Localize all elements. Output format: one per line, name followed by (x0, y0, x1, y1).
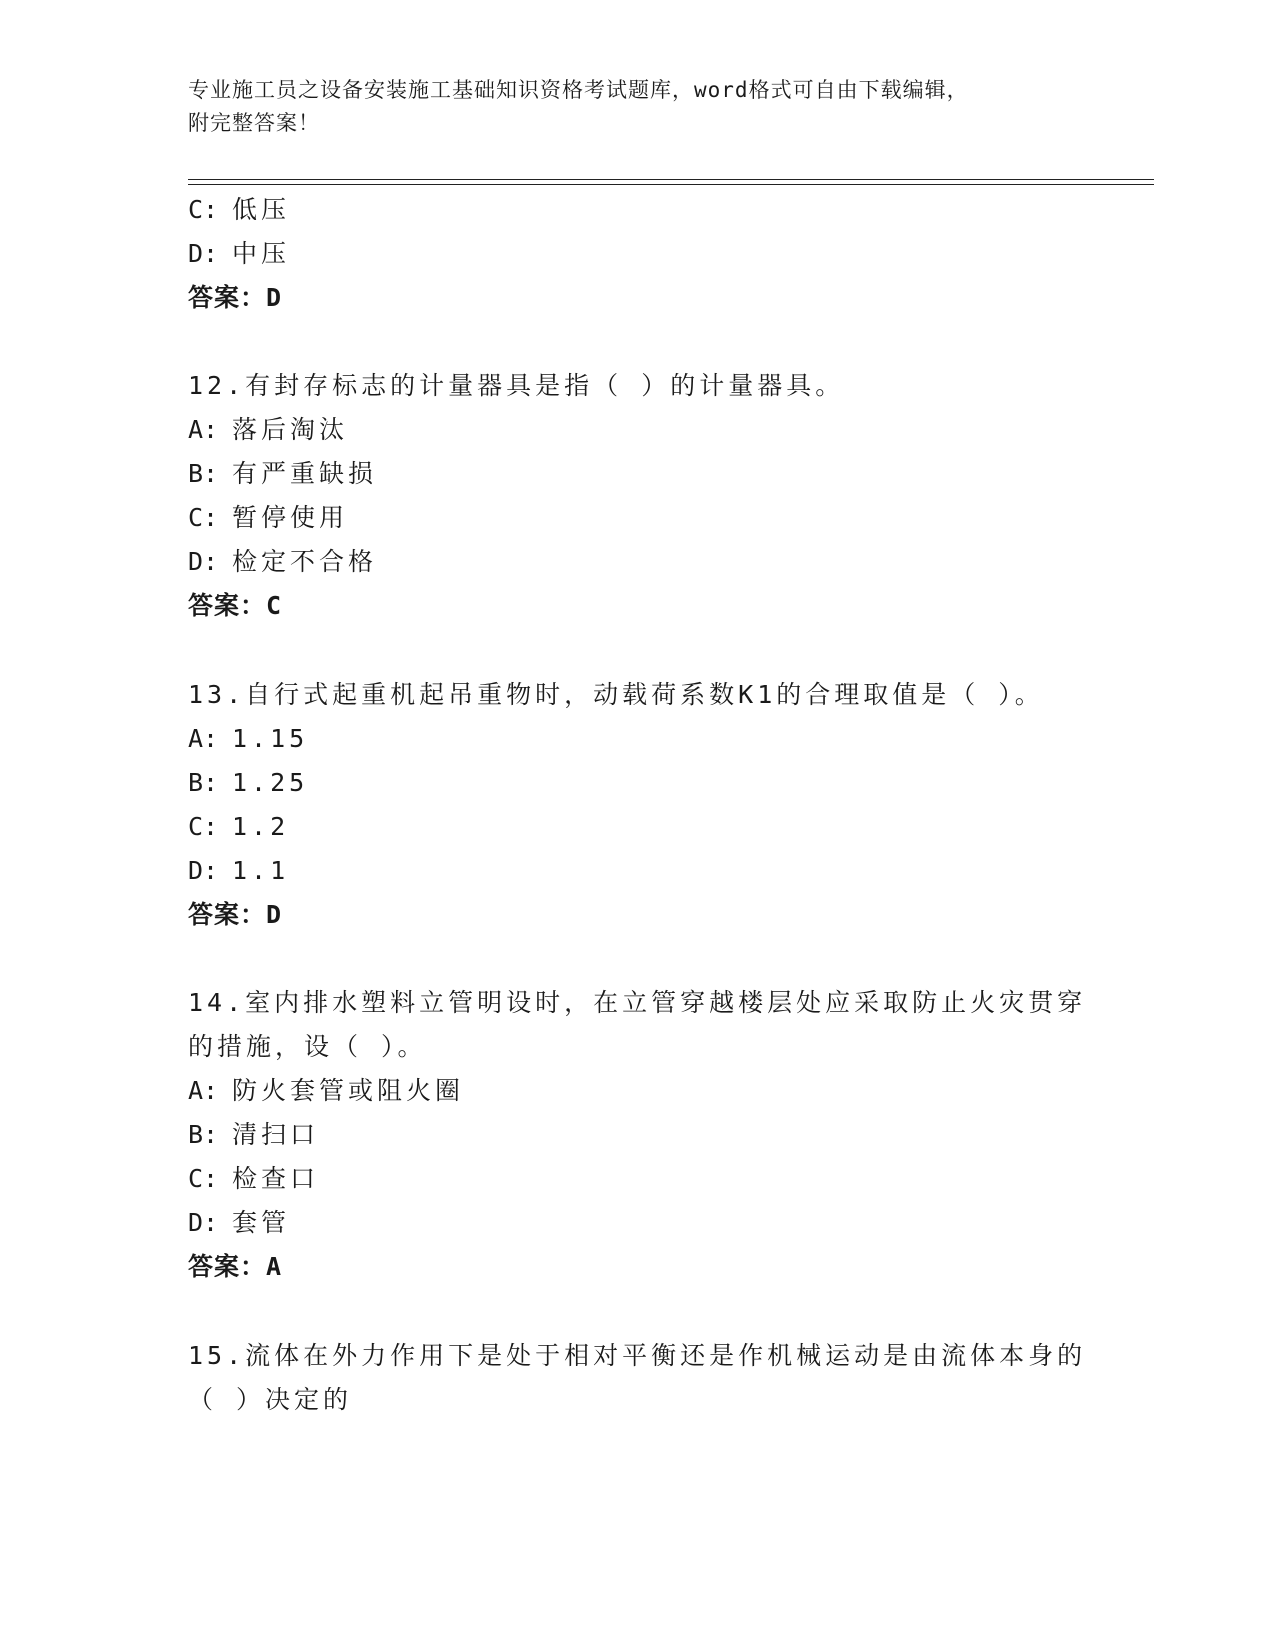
q15-stem-line-1: 15.流体在外力作用下是处于相对平衡还是作机械运动是由流体本身的 (188, 1341, 1087, 1370)
q13-option-b: B: 1.25 (188, 768, 309, 797)
q15-stem-line-2: （ ）决定的 (188, 1385, 353, 1414)
q12-answer: 答案：C (188, 591, 283, 620)
q14-answer: 答案：A (188, 1252, 283, 1281)
q12-option-a: A: 落后淘汰 (188, 415, 349, 444)
q14-option-a: A: 防火套管或阻火圈 (188, 1076, 465, 1105)
document-header (188, 74, 1088, 140)
q14-option-d: D: 套管 (188, 1208, 291, 1237)
prev-option-c: C: 低压 (188, 195, 291, 224)
q13-stem: 13.自行式起重机起吊重物时，动载荷系数K1的合理取值是（ ）。 (188, 680, 1044, 709)
q12-stem: 12.有封存标志的计量器具是指（ ）的计量器具。 (188, 371, 845, 400)
q12-option-b: B: 有严重缺损 (188, 459, 378, 488)
header-divider-top (188, 179, 1154, 180)
header-divider-bottom (188, 184, 1154, 185)
q14-option-b: B: 清扫口 (188, 1120, 320, 1149)
prev-option-d: D: 中压 (188, 239, 291, 268)
prev-answer: 答案：D (188, 283, 283, 312)
q13-option-a: A: 1.15 (188, 724, 309, 753)
q13-answer: 答案：D (188, 900, 283, 929)
q12-option-d: D: 检定不合格 (188, 547, 378, 576)
header-line-2: 附完整答案！ (188, 111, 320, 135)
q14-stem-line-1: 14.室内排水塑料立管明设时，在立管穿越楼层处应采取防止火灾贯穿 (188, 988, 1087, 1017)
q14-stem-line-2: 的措施，设（ ）。 (188, 1032, 427, 1061)
q13-option-c: C: 1.2 (188, 812, 290, 841)
q12-option-c: C: 暂停使用 (188, 503, 349, 532)
q13-option-d: D: 1.1 (188, 856, 290, 885)
header-line-1: 专业施工员之设备安装施工基础知识资格考试题库，word格式可自由下载编辑， (188, 78, 969, 102)
q14-option-c: C: 检查口 (188, 1164, 320, 1193)
